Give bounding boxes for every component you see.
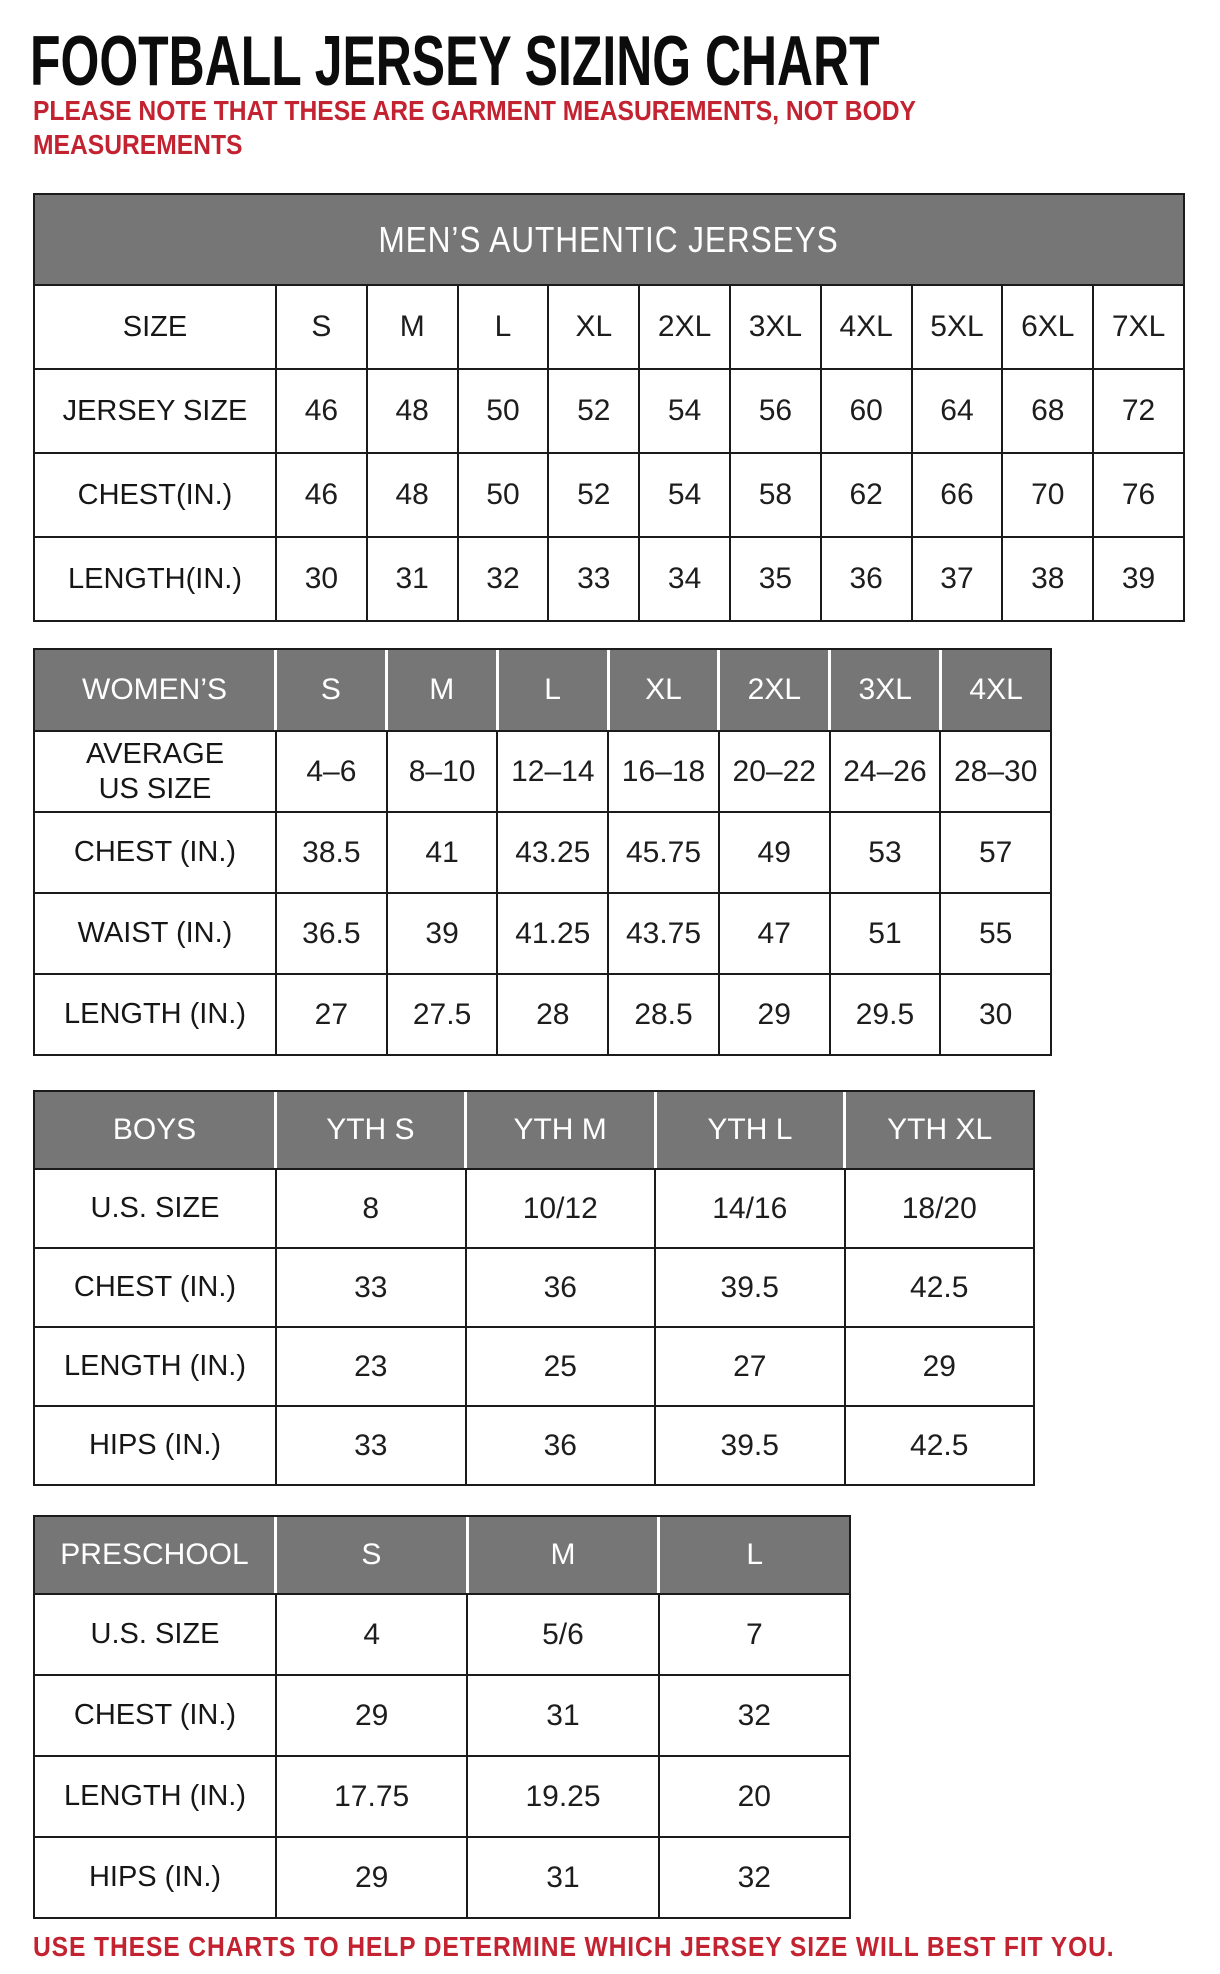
table-cell: 55 — [978, 916, 1013, 950]
table-cell: 54 — [640, 454, 731, 536]
table-cell: 31 — [368, 538, 459, 620]
table-cell: 28–30 — [953, 754, 1038, 788]
table-cell: 52 — [549, 370, 640, 452]
table-cell: 30 — [978, 997, 1013, 1031]
boys-table — [33, 1090, 1035, 1486]
table-cell: 42.5 — [910, 1428, 969, 1462]
row-label: U.S. SIZE — [35, 1595, 277, 1674]
table-cell: 6XL — [1003, 286, 1094, 368]
preschool-us-size-row — [35, 1595, 849, 1674]
table-cell: 36 — [467, 1407, 657, 1484]
table-cell: 47 — [720, 894, 831, 973]
row-label: CHEST (IN.) — [35, 813, 277, 892]
womens-us-size-row — [35, 732, 1050, 811]
table-cell: 51 — [831, 894, 942, 973]
table-cell: 33 — [277, 1249, 467, 1326]
table-cell: 48 — [368, 370, 459, 452]
table-cell: 7 — [745, 1617, 763, 1651]
size-header-cell: L — [499, 650, 610, 730]
table-cell: 36.5 — [277, 894, 388, 973]
preschool-chest-row — [35, 1674, 849, 1755]
table-cell: 16–18 — [609, 732, 720, 811]
row-label: LENGTH (IN.) — [35, 1328, 277, 1405]
note-line-2: MEASUREMENTS — [33, 129, 243, 160]
preschool-header-row — [35, 1517, 849, 1595]
preschool-table — [33, 1515, 851, 1919]
note-line-1: PLEASE NOTE THAT THESE ARE GARMENT MEASUREMENTS, NOT BODY — [33, 95, 916, 126]
garment-measurements-note — [33, 94, 916, 162]
mens-table-title: MEN’S AUTHENTIC JERSEYS — [378, 218, 840, 260]
table-cell: 27 — [277, 975, 388, 1054]
table-cell: 18/20 — [901, 1191, 977, 1225]
size-header-cell: S — [277, 650, 388, 730]
table-cell: 2XL — [640, 286, 731, 368]
table-cell: 25 — [467, 1328, 657, 1405]
table-cell: 54 — [640, 370, 731, 452]
table-cell: 39.5 — [656, 1407, 846, 1484]
boys-header-row — [35, 1092, 1033, 1170]
table-cell: 32 — [737, 1698, 771, 1732]
table-cell: 14/16 — [656, 1170, 846, 1247]
table-cell: 32 — [737, 1860, 771, 1894]
table-cell: 53 — [831, 813, 942, 892]
table-cell: 4 — [277, 1595, 468, 1674]
table-cell: 29 — [922, 1349, 956, 1383]
size-header-cell: 3XL — [831, 650, 942, 730]
table-cell: 43.25 — [498, 813, 609, 892]
table-cell: 64 — [913, 370, 1004, 452]
table-cell: 7XL — [1111, 310, 1166, 343]
womens-table — [33, 648, 1052, 1056]
size-header-cell: YTH L — [657, 1092, 847, 1168]
row-label: LENGTH (IN.) — [35, 1757, 277, 1836]
table-cell: 24–26 — [831, 732, 942, 811]
mens-size-row — [35, 286, 1183, 368]
row-label: HIPS (IN.) — [35, 1838, 277, 1917]
mens-authentic-jerseys-table — [33, 193, 1185, 622]
row-label: LENGTH (IN.) — [35, 975, 277, 1054]
womens-header-label: WOMEN’S — [35, 650, 277, 730]
table-cell: 27 — [656, 1328, 846, 1405]
table-cell: 20 — [737, 1779, 771, 1813]
table-cell: 34 — [640, 538, 731, 620]
table-cell: 49 — [720, 813, 831, 892]
table-cell: 28.5 — [609, 975, 720, 1054]
boys-length-row — [35, 1326, 1033, 1405]
table-cell: 68 — [1003, 370, 1094, 452]
row-label: JERSEY SIZE — [35, 370, 277, 452]
row-label: HIPS (IN.) — [35, 1407, 277, 1484]
table-cell: 48 — [368, 454, 459, 536]
mens-length-row — [35, 536, 1183, 620]
table-cell: 62 — [822, 454, 913, 536]
preschool-header-label: PRESCHOOL — [35, 1517, 277, 1593]
size-header-cell: S — [277, 1517, 469, 1593]
table-cell: 37 — [913, 538, 1004, 620]
table-cell: 33 — [277, 1407, 467, 1484]
row-label: U.S. SIZE — [35, 1170, 277, 1247]
womens-header-row — [35, 650, 1050, 732]
womens-waist-row — [35, 892, 1050, 973]
table-cell: 19.25 — [468, 1757, 659, 1836]
table-cell: 10/12 — [467, 1170, 657, 1247]
mens-chest-row — [35, 452, 1183, 536]
row-label: LENGTH(IN.) — [35, 538, 277, 620]
boys-chest-row — [35, 1247, 1033, 1326]
size-header-cell: 4XL — [942, 650, 1050, 730]
table-cell: 39 — [388, 894, 499, 973]
table-cell: 29 — [720, 975, 831, 1054]
size-header-cell: XL — [610, 650, 721, 730]
table-cell: 56 — [731, 370, 822, 452]
table-cell: 8–10 — [388, 732, 499, 811]
table-cell: 4–6 — [277, 732, 388, 811]
table-cell: 60 — [822, 370, 913, 452]
table-cell: 30 — [277, 538, 368, 620]
table-cell: 39 — [1121, 562, 1156, 595]
mens-table-title-band — [35, 195, 1183, 286]
boys-hips-row — [35, 1405, 1033, 1484]
table-cell: 8 — [277, 1170, 467, 1247]
row-label: CHEST (IN.) — [35, 1249, 277, 1326]
table-cell: 5XL — [913, 286, 1004, 368]
table-cell: 52 — [549, 454, 640, 536]
table-cell: 41 — [388, 813, 499, 892]
table-cell: 29 — [277, 1676, 468, 1755]
size-header-cell: L — [660, 1517, 849, 1593]
table-cell: 33 — [549, 538, 640, 620]
table-cell: 70 — [1003, 454, 1094, 536]
table-cell: S — [277, 286, 368, 368]
boys-us-size-row — [35, 1170, 1033, 1247]
table-cell: 66 — [913, 454, 1004, 536]
table-cell: 23 — [277, 1328, 467, 1405]
table-cell: 43.75 — [609, 894, 720, 973]
size-header-cell: M — [388, 650, 499, 730]
table-cell: 20–22 — [720, 732, 831, 811]
table-cell: 31 — [468, 1838, 659, 1917]
table-cell: 38 — [1003, 538, 1094, 620]
size-header-cell: YTH M — [467, 1092, 657, 1168]
row-label: AVERAGE US SIZE — [35, 732, 277, 811]
table-cell: 3XL — [731, 286, 822, 368]
table-cell: 38.5 — [277, 813, 388, 892]
table-cell: 32 — [459, 538, 550, 620]
footer-note: USE THESE CHARTS TO HELP DETERMINE WHICH JERSEY SIZE WILL BEST FIT YOU. — [33, 1931, 1115, 1962]
table-cell: 4XL — [822, 286, 913, 368]
table-cell: 36 — [467, 1249, 657, 1326]
table-cell: 12–14 — [498, 732, 609, 811]
table-cell: 46 — [277, 370, 368, 452]
table-cell: 36 — [822, 538, 913, 620]
table-cell: 35 — [731, 538, 822, 620]
table-cell: 27.5 — [388, 975, 499, 1054]
table-cell: XL — [549, 286, 640, 368]
preschool-length-row — [35, 1755, 849, 1836]
size-header-cell: YTH XL — [846, 1092, 1033, 1168]
table-cell: 28 — [498, 975, 609, 1054]
preschool-hips-row — [35, 1836, 849, 1917]
size-header-cell: 2XL — [720, 650, 831, 730]
table-cell: 76 — [1121, 478, 1156, 511]
table-cell: 42.5 — [910, 1270, 969, 1304]
boys-header-label: BOYS — [35, 1092, 277, 1168]
row-label: CHEST(IN.) — [35, 454, 277, 536]
table-cell: 72 — [1121, 394, 1156, 427]
table-cell: 45.75 — [609, 813, 720, 892]
mens-jersey-size-row — [35, 368, 1183, 452]
size-header-cell: YTH S — [277, 1092, 467, 1168]
table-cell: 41.25 — [498, 894, 609, 973]
table-cell: 39.5 — [656, 1249, 846, 1326]
table-cell: 46 — [277, 454, 368, 536]
row-label: SIZE — [35, 286, 277, 368]
womens-chest-row — [35, 811, 1050, 892]
table-cell: 50 — [459, 370, 550, 452]
row-label: CHEST (IN.) — [35, 1676, 277, 1755]
table-cell: 17.75 — [277, 1757, 468, 1836]
table-cell: 29 — [277, 1838, 468, 1917]
table-cell: 58 — [731, 454, 822, 536]
table-cell: M — [368, 286, 459, 368]
table-cell: 50 — [459, 454, 550, 536]
size-header-cell: M — [469, 1517, 661, 1593]
womens-length-row — [35, 973, 1050, 1054]
page-title: FOOTBALL JERSEY SIZING CHART — [30, 21, 880, 101]
row-label: WAIST (IN.) — [35, 894, 277, 973]
table-cell: 29.5 — [831, 975, 942, 1054]
table-cell: L — [459, 286, 550, 368]
table-cell: 5/6 — [468, 1595, 659, 1674]
table-cell: 57 — [978, 835, 1013, 869]
table-cell: 31 — [468, 1676, 659, 1755]
